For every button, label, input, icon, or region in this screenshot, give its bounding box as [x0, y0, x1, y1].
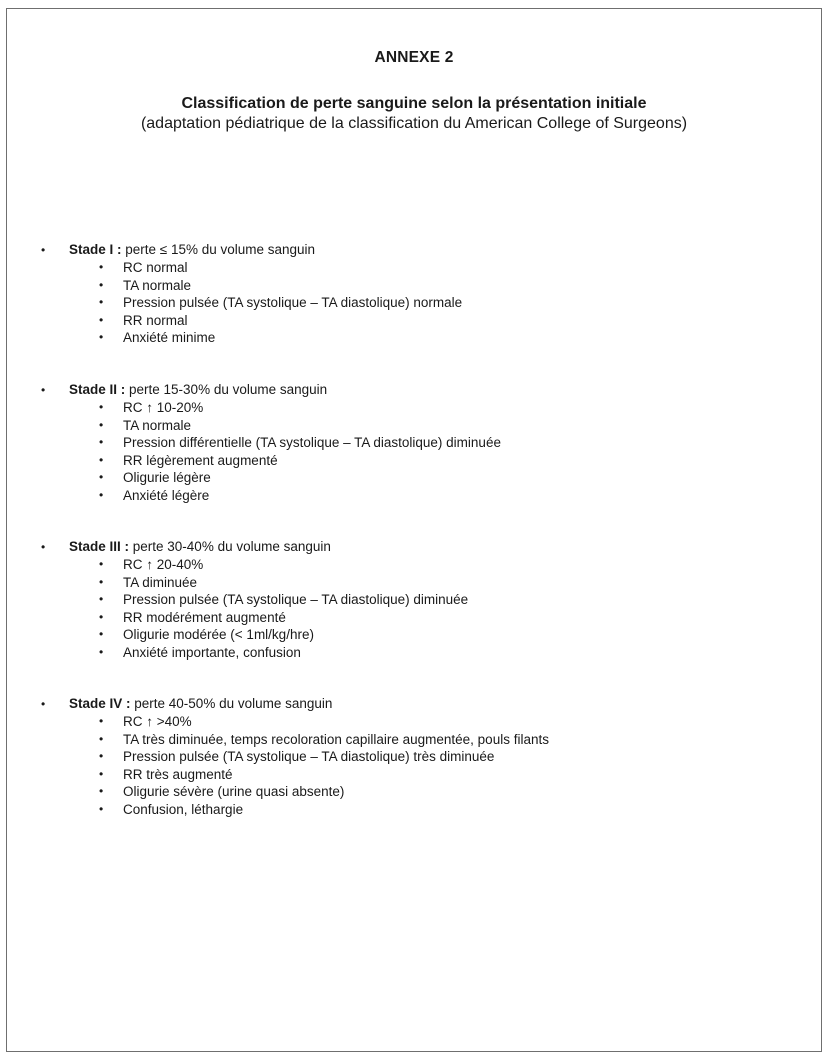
list-item — [41, 748, 801, 766]
list-item — [41, 644, 801, 662]
list-item — [41, 277, 801, 295]
stage-section-3 — [41, 538, 801, 661]
list-item-text: RC normal — [123, 260, 188, 275]
bullet-icon: • — [99, 766, 104, 781]
bullet-icon: • — [41, 243, 46, 257]
list-item-text: RC ↑ 10-20% — [123, 400, 204, 415]
bullet-icon: • — [99, 801, 104, 816]
bullet-icon: • — [99, 400, 104, 414]
list-item-text: TA normale — [123, 417, 192, 433]
list-item — [41, 574, 801, 592]
document-page — [6, 8, 822, 1052]
bullet-icon: • — [99, 731, 104, 746]
bullet-icon: • — [99, 574, 104, 589]
list-item-text: Pression différentielle (TA systolique – TA diastolique) diminuée — [123, 435, 501, 450]
list-item — [41, 469, 801, 487]
list-item — [41, 626, 801, 644]
bullet-icon: • — [99, 277, 104, 292]
bullet-icon: • — [99, 714, 104, 728]
stage-description: perte 30-40% du volume sanguin — [129, 539, 331, 554]
stage-criteria-list — [41, 713, 801, 818]
list-item-text: RC ↑ 20-40% — [123, 557, 204, 572]
stage-heading-text — [69, 241, 315, 259]
bullet-icon: • — [99, 592, 104, 606]
bullet-icon: • — [41, 540, 46, 554]
list-item — [41, 259, 801, 277]
bullet-icon: • — [99, 470, 104, 484]
bullet-icon: • — [99, 312, 104, 327]
stage-description: perte 15-30% du volume sanguin — [125, 382, 328, 397]
bullet-icon: • — [99, 417, 104, 432]
list-item-text: TA normale — [123, 277, 192, 293]
stage-description: perte 40-50% du volume sanguin — [130, 696, 333, 711]
bullet-icon: • — [99, 784, 104, 798]
stage-criteria-list — [41, 556, 801, 661]
list-item-text: Confusion, léthargie — [123, 801, 244, 817]
list-item-text: Pression pulsée (TA systolique – TA diastolique) diminuée — [123, 592, 469, 607]
list-item-text: RR modérément augmenté — [123, 609, 286, 625]
list-item — [41, 294, 801, 312]
bullet-icon: • — [99, 644, 104, 659]
list-item-text: Oligurie modérée (< 1ml/kg/hre) — [123, 627, 314, 642]
list-item — [41, 591, 801, 609]
bullet-icon: • — [99, 609, 104, 624]
list-item-text: RC ↑ >40% — [123, 714, 192, 729]
list-item — [41, 312, 801, 330]
stage-criteria-list — [41, 259, 801, 347]
stage-name: Stade IV : — [69, 696, 131, 711]
list-item — [41, 609, 801, 627]
stage-heading-text — [69, 695, 332, 713]
list-item-text: RR normal — [123, 312, 188, 328]
stage-name: Stade III : — [69, 539, 130, 554]
document-title: Classification de perte sanguine selon la présentation initiale — [181, 95, 647, 112]
list-item — [41, 329, 801, 347]
list-item — [41, 556, 801, 574]
stage-heading — [41, 538, 801, 556]
list-item-text: TA diminuée — [123, 574, 198, 590]
bullet-icon: • — [99, 435, 104, 449]
list-item — [41, 731, 801, 749]
list-item-text: Anxiété légère — [123, 487, 210, 503]
stage-description: perte ≤ 15% du volume sanguin — [121, 242, 316, 257]
stage-name: Stade II : — [69, 382, 126, 397]
stage-section-2 — [41, 381, 801, 504]
list-item — [41, 766, 801, 784]
bullet-icon: • — [99, 260, 104, 274]
stage-heading — [41, 381, 801, 399]
document-subtitle: (adaptation pédiatrique de la classification du American College of Surgeons) — [140, 115, 688, 132]
list-item-text: Anxiété minime — [123, 330, 216, 345]
stage-section-4 — [41, 695, 801, 818]
stage-criteria-list — [41, 399, 801, 504]
list-item-text: RR légèrement augmenté — [123, 452, 278, 468]
list-item — [41, 399, 801, 417]
stage-heading — [41, 241, 801, 259]
bullet-icon: • — [99, 452, 104, 467]
list-item-text: TA très diminuée, temps recoloration capillaire augmentée, pouls filants — [123, 731, 549, 747]
bullet-icon: • — [41, 383, 46, 397]
list-item — [41, 713, 801, 731]
bullet-icon: • — [99, 557, 104, 571]
list-item-text: Pression pulsée (TA systolique – TA diastolique) normale — [123, 295, 463, 310]
list-item — [41, 434, 801, 452]
list-item — [41, 783, 801, 801]
annex-title: ANNEXE 2 — [374, 49, 454, 66]
list-item-text: Pression pulsée (TA systolique – TA diastolique) très diminuée — [123, 749, 495, 764]
list-item-text: Oligurie légère — [123, 470, 211, 485]
stage-heading — [41, 695, 801, 713]
stage-heading-text — [69, 381, 327, 399]
bullet-icon: • — [41, 697, 46, 711]
list-item-text: Anxiété importante, confusion — [123, 644, 301, 660]
list-item — [41, 452, 801, 470]
list-item-text: Oligurie sévère (urine quasi absente) — [123, 784, 345, 799]
list-item — [41, 417, 801, 435]
bullet-icon: • — [99, 627, 104, 641]
list-item — [41, 801, 801, 819]
bullet-icon: • — [99, 749, 104, 763]
bullet-icon: • — [99, 487, 104, 502]
stage-heading-text — [69, 538, 331, 556]
bullet-icon: • — [99, 330, 104, 344]
stage-name: Stade I : — [69, 242, 122, 257]
list-item-text: RR très augmenté — [123, 766, 233, 782]
list-item — [41, 487, 801, 505]
bullet-icon: • — [99, 295, 104, 309]
stage-section-1 — [41, 241, 801, 347]
